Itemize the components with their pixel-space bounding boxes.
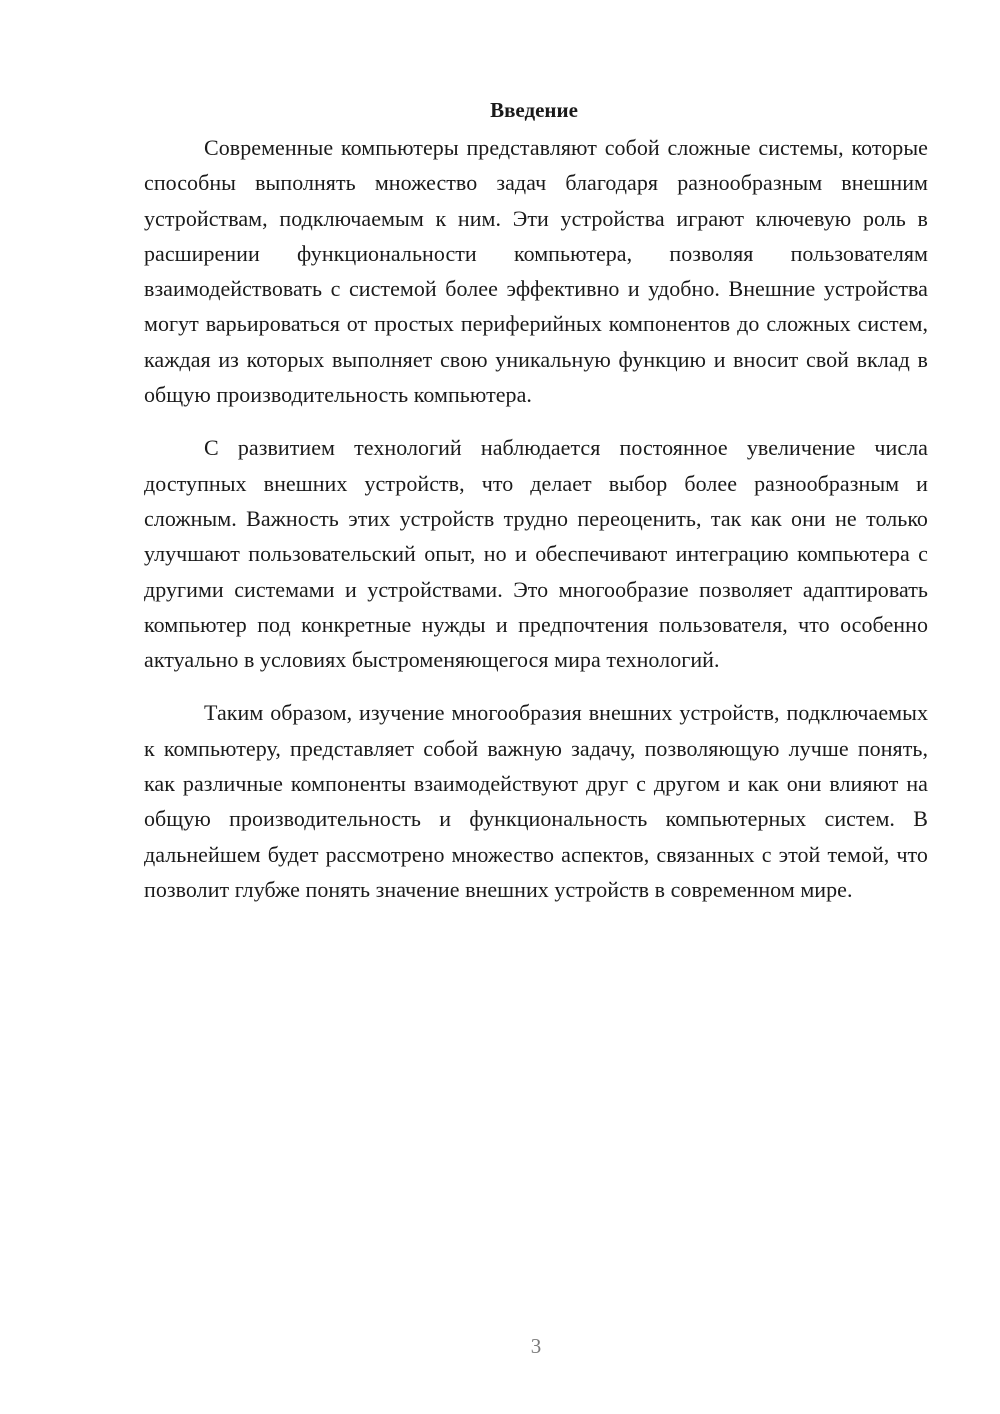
page-content bbox=[144, 90, 928, 925]
paragraph-2: С развитием технологий наблюдается постоянное увеличение числа доступных внешних устройств, что делает выбор более разнообразным и сложным. Важность этих устройств трудно переоценить, так как они не только улучшают пользовательский опыт, но и обеспечивают интеграцию компьютера с другими системами и устройствами. Это многообразие позволяет адаптировать компьютер под конкретные нужды и предпочтения пользователя, что особенно актуально в условиях быстроменяющегося мира технологий. bbox=[144, 435, 928, 673]
section-title: Введение bbox=[490, 98, 578, 122]
paragraph-1: Современные компьютеры представляют собой сложные системы, которые способны выполнять множество задач благодаря разнообразным внешним устройствам, подключаемым к ним. Эти устройства играют ключевую роль в расширении функциональности компьютера, позволяя пользователям взаимодействовать с системой более эффективно и удобно. Внешние устройства могут варьироваться от простых периферийных компонентов до сложных систем, каждая из которых выполняет свою уникальную функцию и вносит свой вклад в общую производительность компьютера. bbox=[144, 135, 928, 408]
page-number: 3 bbox=[530, 1334, 542, 1358]
paragraph-3: Таким образом, изучение многообразия внешних устройств, подключаемых к компьютеру, представляет собой важную задачу, позволяющую лучше понять, как различные компоненты взаимодействуют друг с другом и как они влияют на общую производительность и функциональность компьютерных систем. В дальнейшем будет рассмотрено множество аспектов, связанных с этой темой, что позволит глубже понять значение внешних устройств в современном мире. bbox=[144, 700, 928, 902]
